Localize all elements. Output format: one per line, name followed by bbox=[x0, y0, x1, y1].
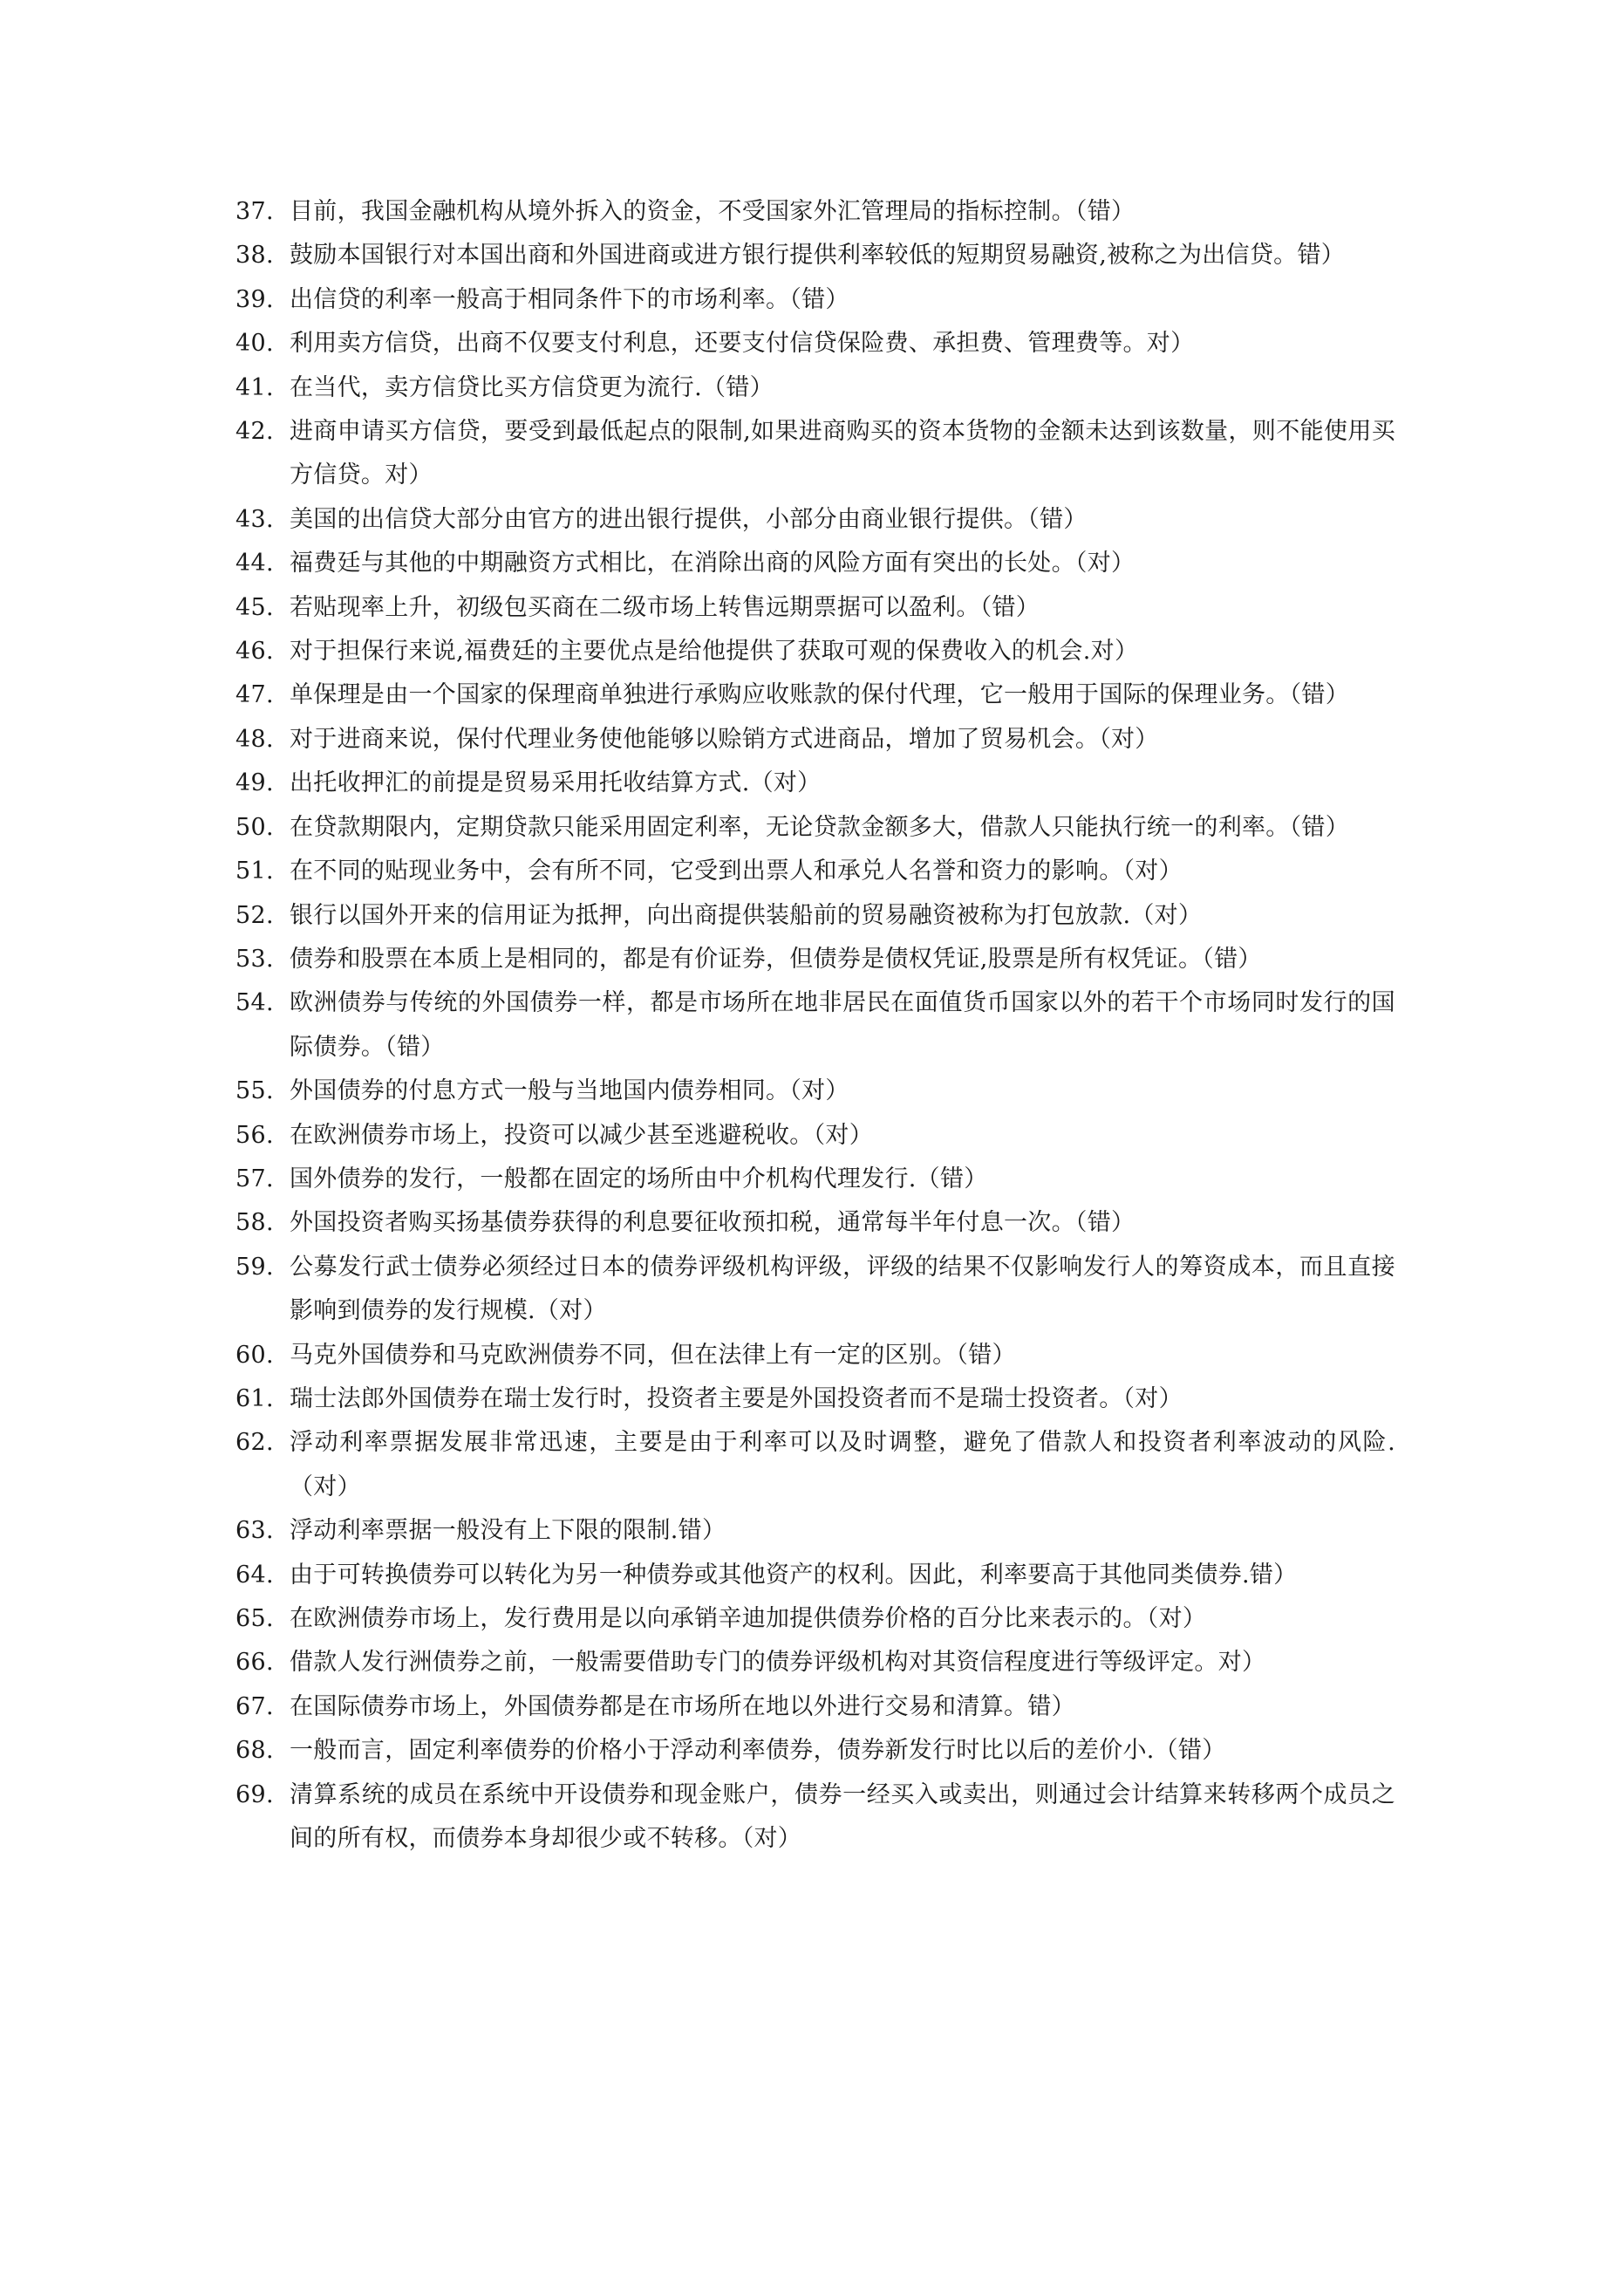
item-text: 由于可转换债券可以转化为另一种债券或其他资产的权利。因此，利率要高于其他同类债券.错） bbox=[290, 1561, 1298, 1589]
item-number: 39. bbox=[235, 285, 274, 313]
list-item bbox=[235, 1158, 1395, 1201]
list-item bbox=[235, 1641, 1395, 1684]
list-item bbox=[235, 410, 1395, 498]
item-number: 46. bbox=[235, 638, 274, 666]
item-number: 56. bbox=[235, 1121, 274, 1149]
question-list bbox=[235, 190, 1395, 1861]
item-text: 在不同的贴现业务中，会有所不同，它受到出票人和承兑人名誉和资力的影响。（对） bbox=[290, 858, 1183, 885]
list-item bbox=[235, 1509, 1395, 1553]
list-item bbox=[235, 938, 1395, 981]
item-text: 马克外国债券和马克欧洲债券不同，但在法律上有一定的区别。（错） bbox=[290, 1341, 1016, 1369]
item-text: 瑞士法郎外国债券在瑞士发行时，投资者主要是外国投资者而不是瑞士投资者。（对） bbox=[290, 1384, 1183, 1412]
item-number: 67. bbox=[235, 1692, 274, 1720]
item-number: 59. bbox=[235, 1253, 274, 1281]
item-text: 外国债券的付息方式一般与当地国内债券相同。（对） bbox=[290, 1077, 849, 1105]
item-number: 44. bbox=[235, 550, 274, 577]
list-item bbox=[235, 1201, 1395, 1245]
item-number: 54. bbox=[235, 989, 274, 1017]
item-text: 一般而言，固定利率债券的价格小于浮动利率债券，债券新发行时比以后的差价小.（错） bbox=[290, 1737, 1226, 1765]
list-item bbox=[235, 1114, 1395, 1158]
item-number: 62. bbox=[235, 1429, 274, 1457]
item-text: 目前，我国金融机构从境外拆入的资金，不受国家外汇管理局的指标控制。（错） bbox=[290, 198, 1135, 225]
list-item bbox=[235, 190, 1395, 234]
list-item bbox=[235, 366, 1395, 410]
item-text: 在国际债券市场上，外国债券都是在市场所在地以外进行交易和清算。错） bbox=[290, 1692, 1075, 1720]
list-item bbox=[235, 1421, 1395, 1509]
list-item bbox=[235, 1246, 1395, 1334]
item-text: 出信贷的利率一般高于相同条件下的市场利率。（错） bbox=[290, 285, 849, 313]
list-item bbox=[235, 1685, 1395, 1729]
item-number: 41. bbox=[235, 373, 274, 401]
item-text: 国外债券的发行，一般都在固定的场所由中介机构代理发行.（错） bbox=[290, 1165, 988, 1192]
item-text: 在当代，卖方信贷比买方信贷更为流行.（错） bbox=[290, 373, 774, 401]
item-number: 60. bbox=[235, 1341, 274, 1369]
list-item bbox=[235, 981, 1395, 1069]
item-text: 若贴现率上升，初级包买商在二级市场上转售远期票据可以盈利。（错） bbox=[290, 593, 1040, 621]
list-item bbox=[235, 673, 1395, 717]
list-item bbox=[235, 234, 1395, 277]
item-text: 出托收押汇的前提是贸易采用托收结算方式.（对） bbox=[290, 769, 822, 797]
item-text: 对于担保行来说,福费廷的主要优点是给他提供了获取可观的保费收入的机会.对） bbox=[290, 638, 1139, 666]
item-number: 69. bbox=[235, 1780, 274, 1808]
item-number: 49. bbox=[235, 769, 274, 797]
item-number: 43. bbox=[235, 505, 274, 533]
list-item bbox=[235, 630, 1395, 673]
item-text: 在贷款期限内，定期贷款只能采用固定利率，无论贷款金额多大，借款人只能执行统一的利率。（错） bbox=[290, 813, 1349, 841]
item-text: 美国的出信贷大部分由官方的进出银行提供，小部分由商业银行提供。（错） bbox=[290, 505, 1088, 533]
item-number: 61. bbox=[235, 1384, 274, 1412]
item-number: 38. bbox=[235, 242, 274, 270]
item-text: 浮动利率票据一般没有上下限的限制.错） bbox=[290, 1517, 726, 1545]
item-number: 37. bbox=[235, 198, 274, 225]
list-item bbox=[235, 762, 1395, 805]
list-item bbox=[235, 718, 1395, 762]
item-text: 浮动利率票据发展非常迅速，主要是由于利率可以及时调整，避免了借款人和投资者利率波动的风险.（对） bbox=[290, 1429, 1395, 1500]
item-number: 68. bbox=[235, 1737, 274, 1765]
list-item bbox=[235, 1554, 1395, 1597]
item-text: 在欧洲债券市场上，发行费用是以向承销辛迪加提供债券价格的百分比来表示的。（对） bbox=[290, 1605, 1207, 1632]
item-number: 65. bbox=[235, 1605, 274, 1632]
item-text: 欧洲债券与传统的外国债券一样，都是市场所在地非居民在面值货币国家以外的若干个市场同时发行的国际债券。（错） bbox=[290, 989, 1395, 1061]
list-item bbox=[235, 1597, 1395, 1641]
list-item bbox=[235, 1334, 1395, 1377]
list-item bbox=[235, 850, 1395, 893]
item-text: 清算系统的成员在系统中开设债券和现金账户，债券一经买入或卖出，则通过会计结算来转移两个成员之间的所有权，而债券本身却很少或不转移。（对） bbox=[290, 1780, 1395, 1853]
item-text: 利用卖方信贷，出商不仅要支付利息，还要支付信贷保险费、承担费、管理费等。对） bbox=[290, 330, 1195, 358]
list-item bbox=[235, 1729, 1395, 1773]
item-number: 66. bbox=[235, 1649, 274, 1677]
item-text: 进商申请买方信贷，要受到最低起点的限制,如果进商购买的资本货物的金额未达到该数量，则不能使用买方信贷。对） bbox=[290, 418, 1395, 489]
item-text: 在欧洲债券市场上，投资可以减少甚至逃避税收。（对） bbox=[290, 1121, 873, 1149]
item-text: 对于进商来说，保付代理业务使他能够以赊销方式进商品，增加了贸易机会。（对） bbox=[290, 725, 1159, 753]
item-number: 51. bbox=[235, 858, 274, 885]
item-text: 单保理是由一个国家的保理商单独进行承购应收账款的保付代理，它一般用于国际的保理业务。（错） bbox=[290, 681, 1349, 709]
list-item bbox=[235, 542, 1395, 585]
item-number: 58. bbox=[235, 1209, 274, 1237]
item-number: 53. bbox=[235, 945, 274, 973]
list-item bbox=[235, 806, 1395, 850]
list-item bbox=[235, 894, 1395, 938]
item-text: 鼓励本国银行对本国出商和外国进商或进方银行提供利率较低的短期贸易融资,被称之为出信贷。错） bbox=[290, 242, 1346, 270]
item-number: 47. bbox=[235, 681, 274, 709]
item-text: 公募发行武士债券必须经过日本的债券评级机构评级，评级的结果不仅影响发行人的筹资成本，而且直接影响到债券的发行规模.（对） bbox=[290, 1253, 1395, 1325]
item-text: 借款人发行洲债券之前，一般需要借助专门的债券评级机构对其资信程度进行等级评定。对） bbox=[290, 1649, 1266, 1677]
list-item bbox=[235, 322, 1395, 366]
item-number: 50. bbox=[235, 813, 274, 841]
item-number: 40. bbox=[235, 330, 274, 358]
item-text: 银行以国外开来的信用证为抵押，向出商提供装船前的贸易融资被称为打包放款.（对） bbox=[290, 901, 1203, 929]
list-item bbox=[235, 498, 1395, 542]
item-number: 42. bbox=[235, 418, 274, 446]
item-number: 52. bbox=[235, 901, 274, 929]
item-number: 64. bbox=[235, 1561, 274, 1589]
item-number: 48. bbox=[235, 725, 274, 753]
list-item bbox=[235, 1069, 1395, 1113]
item-number: 57. bbox=[235, 1165, 274, 1192]
item-text: 债券和股票在本质上是相同的，都是有价证券，但债券是债权凭证,股票是所有权凭证。（错） bbox=[290, 945, 1262, 973]
list-item bbox=[235, 278, 1395, 322]
item-number: 45. bbox=[235, 593, 274, 621]
list-item bbox=[235, 586, 1395, 630]
item-number: 63. bbox=[235, 1517, 274, 1545]
list-item bbox=[235, 1773, 1395, 1862]
item-text: 外国投资者购买扬基债券获得的利息要征收预扣税，通常每半年付息一次。（错） bbox=[290, 1209, 1135, 1237]
item-number: 55. bbox=[235, 1077, 274, 1105]
item-text: 福费廷与其他的中期融资方式相比，在消除出商的风险方面有突出的长处。（对） bbox=[290, 550, 1135, 577]
list-item bbox=[235, 1377, 1395, 1421]
